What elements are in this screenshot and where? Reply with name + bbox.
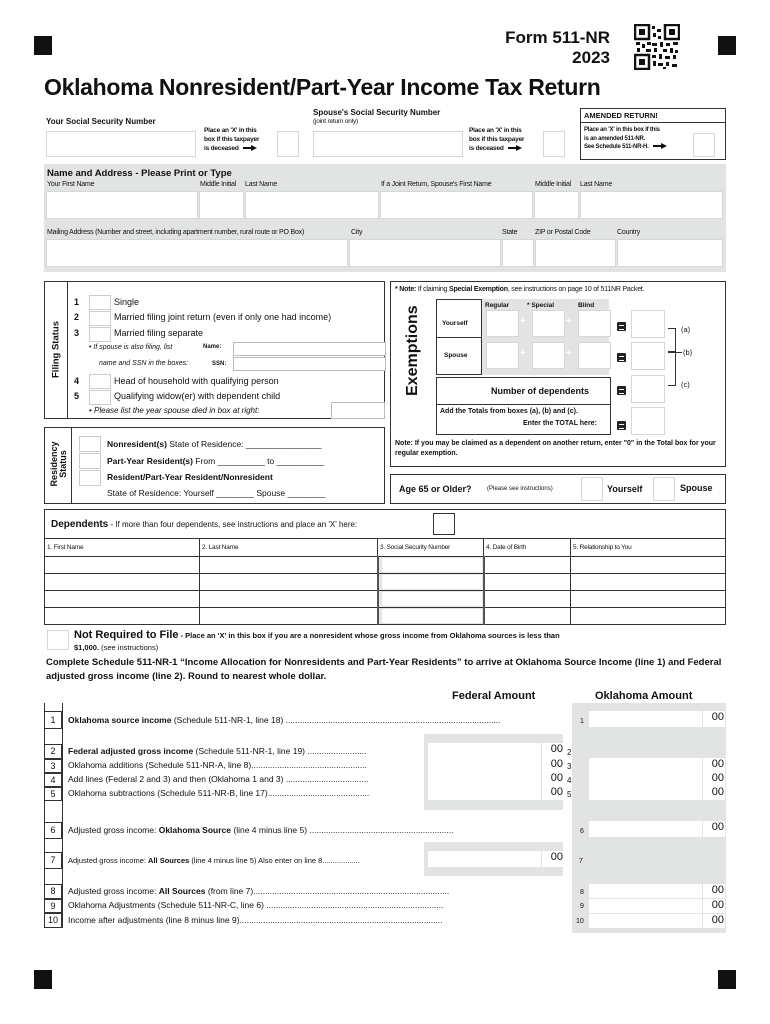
dep-dob[interactable] bbox=[484, 591, 571, 608]
page-title: Oklahoma Nonresident/Part-Year Income Tax Return bbox=[44, 74, 601, 100]
age-65-section bbox=[390, 474, 726, 504]
amended-return-box bbox=[580, 108, 726, 160]
form-number: Form 511-NR bbox=[505, 28, 610, 47]
filing-status-widow-label: Qualifying widow(er) with dependent child bbox=[114, 391, 281, 401]
dependents-table bbox=[44, 538, 726, 625]
spouse-total-b-input[interactable] bbox=[631, 342, 665, 370]
first-name-input[interactable] bbox=[46, 191, 198, 219]
arrow-right-icon bbox=[653, 143, 667, 149]
row-spouse: Spouse bbox=[444, 352, 468, 359]
registration-mark-bottom-left bbox=[34, 970, 52, 989]
col-special: * Special bbox=[527, 302, 555, 309]
spouse-regular-input[interactable] bbox=[486, 342, 519, 369]
zip-input[interactable] bbox=[535, 239, 616, 267]
filing-status-section: Filing Status 1 Single 2 Married filing joint return (even if only one had income) 3 Married filing separate • If spouse is also filing, list Name: name and SSN in the boxes: SSN: 4 Head of household with qualifying person 5 Qualifying widow(er) with dependent child • Please list the year spouse died in box at right: bbox=[44, 281, 385, 419]
filing-status-head-of-household-checkbox[interactable] bbox=[89, 374, 111, 389]
table-row bbox=[45, 608, 726, 625]
middle-initial-label: Middle Initial bbox=[200, 181, 237, 188]
equals-icon bbox=[617, 322, 626, 331]
line-3-label: Oklahoma additions (Schedule 511-NR-A, line 8)................................................. bbox=[68, 760, 367, 770]
dep-dob[interactable] bbox=[484, 557, 571, 574]
mailing-address-input[interactable] bbox=[46, 239, 348, 267]
equals-icon bbox=[617, 386, 626, 395]
spouse-deceased-checkbox[interactable] bbox=[543, 131, 565, 157]
line-5-label: Oklahoma subtractions (Schedule 511-NR-B, line 17)........................................... bbox=[68, 788, 370, 798]
middle-initial-input[interactable] bbox=[199, 191, 244, 219]
equals-icon bbox=[617, 353, 626, 362]
filing-status-label: Filing Status bbox=[50, 321, 62, 378]
dep-first-name[interactable] bbox=[45, 591, 200, 608]
dependents-header: Dependents - If more than four dependents, see instructions and place an 'X' here: bbox=[44, 509, 726, 539]
filing-status-separate-label: Married filing separate bbox=[114, 328, 204, 338]
bracket-c bbox=[668, 352, 676, 386]
dep-dob[interactable] bbox=[484, 608, 571, 625]
amended-return-note: Place an 'X' in this box if this is an amended 511-NR. See Schedule 511-NR-H. bbox=[584, 126, 667, 152]
your-ssn-input[interactable] bbox=[46, 131, 196, 157]
spouse-first-name-input[interactable] bbox=[380, 191, 533, 219]
last-name-label: Last Name bbox=[245, 181, 278, 188]
line-6-oklahoma-input[interactable] bbox=[589, 821, 702, 837]
spouse-ssn-label-small: SSN: bbox=[212, 361, 227, 367]
age-65-spouse-label: Spouse bbox=[680, 483, 713, 493]
filing-status-single-label: Single bbox=[114, 297, 140, 307]
line-9-label: Oklahoma Adjustments (Schedule 511-NR-C, line 6) ........................................................................... bbox=[68, 900, 444, 910]
arrow-right-icon bbox=[508, 145, 522, 151]
arrow-right-icon bbox=[243, 145, 257, 151]
registration-mark-top-left bbox=[34, 36, 52, 55]
age-65-spouse-checkbox[interactable] bbox=[653, 477, 675, 501]
widow-year-note: • Please list the year spouse died in box at right: bbox=[89, 406, 260, 415]
spouse-last-name-input[interactable] bbox=[580, 191, 723, 219]
dep-ssn[interactable] bbox=[378, 608, 484, 625]
dep-ssn[interactable] bbox=[378, 591, 484, 608]
spouse-ssn-input[interactable] bbox=[313, 131, 463, 157]
oklahoma-amount-header: Oklahoma Amount bbox=[595, 690, 693, 702]
spouse-ssn-filing-input[interactable] bbox=[233, 357, 386, 371]
dep-dob[interactable] bbox=[484, 574, 571, 591]
zip-label: ZIP or Postal Code bbox=[535, 229, 591, 236]
residency-nonresident-checkbox[interactable] bbox=[79, 436, 101, 452]
dep-last-name[interactable] bbox=[200, 557, 378, 574]
spouse-deceased-note: Place an 'X' in this box if this taxpayer is deceased bbox=[469, 127, 525, 152]
dep-relationship[interactable] bbox=[571, 608, 726, 625]
col-regular: Regular bbox=[485, 302, 510, 309]
schedule-instructions: Complete Schedule 511-NR-1 “Income Allocation for Nonresidents and Part-Year Residents” to arrive at Oklahoma Source Income (line 1) and Federal adjusted gross income (line 2). Round to nearest whole dollar. bbox=[46, 657, 722, 682]
spouse-name-input[interactable] bbox=[233, 342, 386, 356]
number-of-dependents-label: Number of dependents bbox=[491, 386, 590, 396]
dep-first-name[interactable] bbox=[45, 608, 200, 625]
residency-status-section: Residency Status Nonresident(s) State of Residence: ________________ Part-Year Resident(s) From __________ to __________ Resident/Part-Year Resident/Nonresident State of Residence: Yourself ________ Spouse ________ bbox=[44, 427, 385, 504]
spouse-last-name-label: Last Name bbox=[580, 181, 613, 188]
name-address-section bbox=[44, 164, 726, 272]
line-3-federal-input[interactable] bbox=[428, 758, 541, 772]
residency-status-label: Residency Status bbox=[49, 441, 68, 487]
your-deceased-checkbox[interactable] bbox=[277, 131, 299, 157]
spouse-filing-note-1: • If spouse is also filing, list bbox=[89, 344, 173, 351]
spouse-ssn-sublabel: (joint return only) bbox=[313, 118, 358, 125]
your-deceased-note: Place an 'X' in this box if this taxpayer is deceased bbox=[204, 127, 260, 152]
line-7-federal-input[interactable] bbox=[428, 851, 541, 867]
spouse-middle-initial-label: Middle Initial bbox=[535, 181, 572, 188]
filing-status-joint-label: Married filing joint return (even if only one had income) bbox=[114, 312, 332, 322]
line-9-oklahoma-input[interactable] bbox=[589, 899, 702, 913]
spouse-special-input[interactable] bbox=[532, 342, 565, 369]
line-4-federal-input[interactable] bbox=[428, 772, 541, 786]
bracket-a bbox=[668, 328, 676, 352]
filing-status-single-checkbox[interactable] bbox=[89, 295, 111, 310]
dep-relationship[interactable] bbox=[571, 557, 726, 574]
filing-status-head-of-household-label: Head of household with qualifying person bbox=[114, 376, 279, 386]
line-2-federal-input[interactable] bbox=[428, 743, 541, 759]
line-1-label: Oklahoma source income (Schedule 511-NR-1, line 18) ........................................................................................... bbox=[68, 715, 501, 725]
line-10-oklahoma-input[interactable] bbox=[589, 914, 702, 928]
line-1-oklahoma-input[interactable] bbox=[589, 711, 702, 727]
qr-code-icon bbox=[634, 24, 680, 70]
yourself-total-a-input[interactable] bbox=[631, 310, 665, 338]
total-label-2: Enter the TOTAL here: bbox=[523, 420, 597, 427]
dep-relationship[interactable] bbox=[571, 574, 726, 591]
dep-last-name[interactable] bbox=[200, 608, 378, 625]
line-6-label: Adjusted gross income: Oklahoma Source (line 4 minus line 5) ............................................................. bbox=[68, 825, 454, 835]
spouse-name-label: Name: bbox=[203, 344, 222, 350]
total-label-1: Add the Totals from boxes (a), (b) and (c). bbox=[440, 408, 578, 415]
registration-mark-top-right bbox=[718, 36, 736, 55]
spouse-first-name-label: If a Joint Return, Spouse's First Name bbox=[381, 181, 492, 188]
not-required-checkbox[interactable] bbox=[47, 630, 69, 650]
residency-part-year-checkbox[interactable] bbox=[79, 453, 101, 469]
dep-ssn[interactable] bbox=[378, 574, 484, 591]
state-label: State bbox=[502, 229, 518, 236]
age-65-yourself-checkbox[interactable] bbox=[581, 477, 603, 501]
spouse-middle-initial-input[interactable] bbox=[534, 191, 579, 219]
dep-first-name[interactable] bbox=[45, 557, 200, 574]
country-input[interactable] bbox=[617, 239, 723, 267]
exemptions-label: Exemptions bbox=[404, 305, 421, 396]
mailing-address-label: Mailing Address (Number and street, including apartment number, rural route or PO Box) bbox=[47, 229, 305, 236]
registration-mark-bottom-right bbox=[718, 970, 736, 989]
dep-ssn[interactable] bbox=[378, 557, 484, 574]
line-8-oklahoma-input[interactable] bbox=[589, 884, 702, 898]
line-4-oklahoma-input[interactable] bbox=[589, 772, 702, 786]
col-blind: Blind bbox=[578, 302, 595, 309]
yourself-blind-input[interactable] bbox=[578, 310, 611, 337]
amended-return-checkbox[interactable] bbox=[693, 133, 715, 157]
line-8-label: Adjusted gross income: All Sources (from line 7)................................................................................... bbox=[68, 886, 450, 896]
dep-last-name[interactable] bbox=[200, 574, 378, 591]
residency-mixed-checkbox[interactable] bbox=[79, 470, 101, 486]
city-label: City bbox=[351, 229, 363, 236]
spouse-death-year-input[interactable] bbox=[331, 402, 385, 419]
line-4-label: Add lines (Federal 2 and 3) and then (Oklahoma 1 and 3) ................................... bbox=[68, 774, 369, 784]
table-row bbox=[45, 557, 726, 574]
age-65-label: Age 65 or Older? bbox=[399, 484, 472, 494]
first-name-label: Your First Name bbox=[47, 181, 95, 188]
line-7-label: Adjusted gross income: All Sources (line 4 minus line 5) Also enter on line 8.................. bbox=[68, 856, 360, 865]
age-65-sub: (Please see instructions) bbox=[487, 486, 553, 492]
state-input[interactable] bbox=[502, 239, 534, 267]
spouse-blind-input[interactable] bbox=[578, 342, 611, 369]
filing-status-joint-checkbox[interactable] bbox=[89, 311, 111, 326]
form-year: 2023 bbox=[572, 48, 610, 67]
row-yourself: Yourself bbox=[442, 320, 468, 327]
name-address-title: Name and Address - Please Print or Type bbox=[47, 168, 232, 179]
line-5-federal-input[interactable] bbox=[428, 786, 541, 800]
dep-first-name[interactable] bbox=[45, 574, 200, 591]
not-required-text: Not Required to File - Place an 'X' in this box if you are a nonresident whose gross income from Oklahoma sources is less than bbox=[74, 629, 560, 641]
line-2-label: Federal adjusted gross income (Schedule 511-NR-1, line 19) ......................... bbox=[68, 746, 367, 756]
last-name-input[interactable] bbox=[245, 191, 379, 219]
special-exemption-note: * Note: If claiming Special Exemption, see instructions on page 10 of 511NR Packet. bbox=[395, 286, 645, 293]
dep-last-name[interactable] bbox=[200, 591, 378, 608]
filing-status-widow-checkbox[interactable] bbox=[89, 390, 111, 405]
line-3-oklahoma-input[interactable] bbox=[589, 758, 702, 772]
city-input[interactable] bbox=[349, 239, 501, 267]
yourself-regular-input[interactable] bbox=[486, 310, 519, 337]
age-65-yourself-label: Yourself bbox=[607, 484, 643, 494]
table-row bbox=[45, 574, 726, 591]
your-ssn-label: Your Social Security Number bbox=[46, 117, 156, 126]
federal-amount-header: Federal Amount bbox=[452, 690, 536, 702]
dependents-table-header: 1. First Name 2. Last Name 3. Social Security Number 4. Date of Birth 5. Relationship to You bbox=[45, 539, 726, 557]
spouse-ssn-label: Spouse's Social Security Number bbox=[313, 108, 441, 117]
yourself-special-input[interactable] bbox=[532, 310, 565, 337]
dependents-total-c-input[interactable] bbox=[631, 375, 665, 403]
exemptions-section: * Note: If claiming Special Exemption, see instructions on page 10 of 511NR Packet. Exemptions Regular * Special Blind Yourself Spouse + + + + Number of dependents Add the Totals from boxes (a), (b) and (c). Enter the TOTAL here: (a) (b) (c) Note: If you may be claimed as a dependent on another return, enter "0" in the Total box for your regular exemption. bbox=[390, 281, 726, 467]
spouse-filing-note-2: name and SSN in the boxes: bbox=[99, 360, 189, 367]
line-10-label: Income after adjustments (line 8 minus line 9)...................................................................................... bbox=[68, 915, 443, 925]
amended-return-title: AMENDED RETURN! bbox=[581, 109, 725, 123]
equals-icon bbox=[617, 421, 626, 430]
line-5-oklahoma-input[interactable] bbox=[589, 786, 702, 800]
dep-relationship[interactable] bbox=[571, 591, 726, 608]
country-label: Country bbox=[617, 229, 641, 236]
dependent-claim-note: Note: If you may be claimed as a dependent on another return, enter "0" in the Total box for your regular exemption. bbox=[395, 440, 716, 457]
exemptions-total-input[interactable] bbox=[631, 407, 665, 435]
table-row bbox=[45, 591, 726, 608]
filing-status-separate-checkbox[interactable] bbox=[89, 327, 111, 342]
more-dependents-checkbox[interactable] bbox=[433, 513, 455, 535]
